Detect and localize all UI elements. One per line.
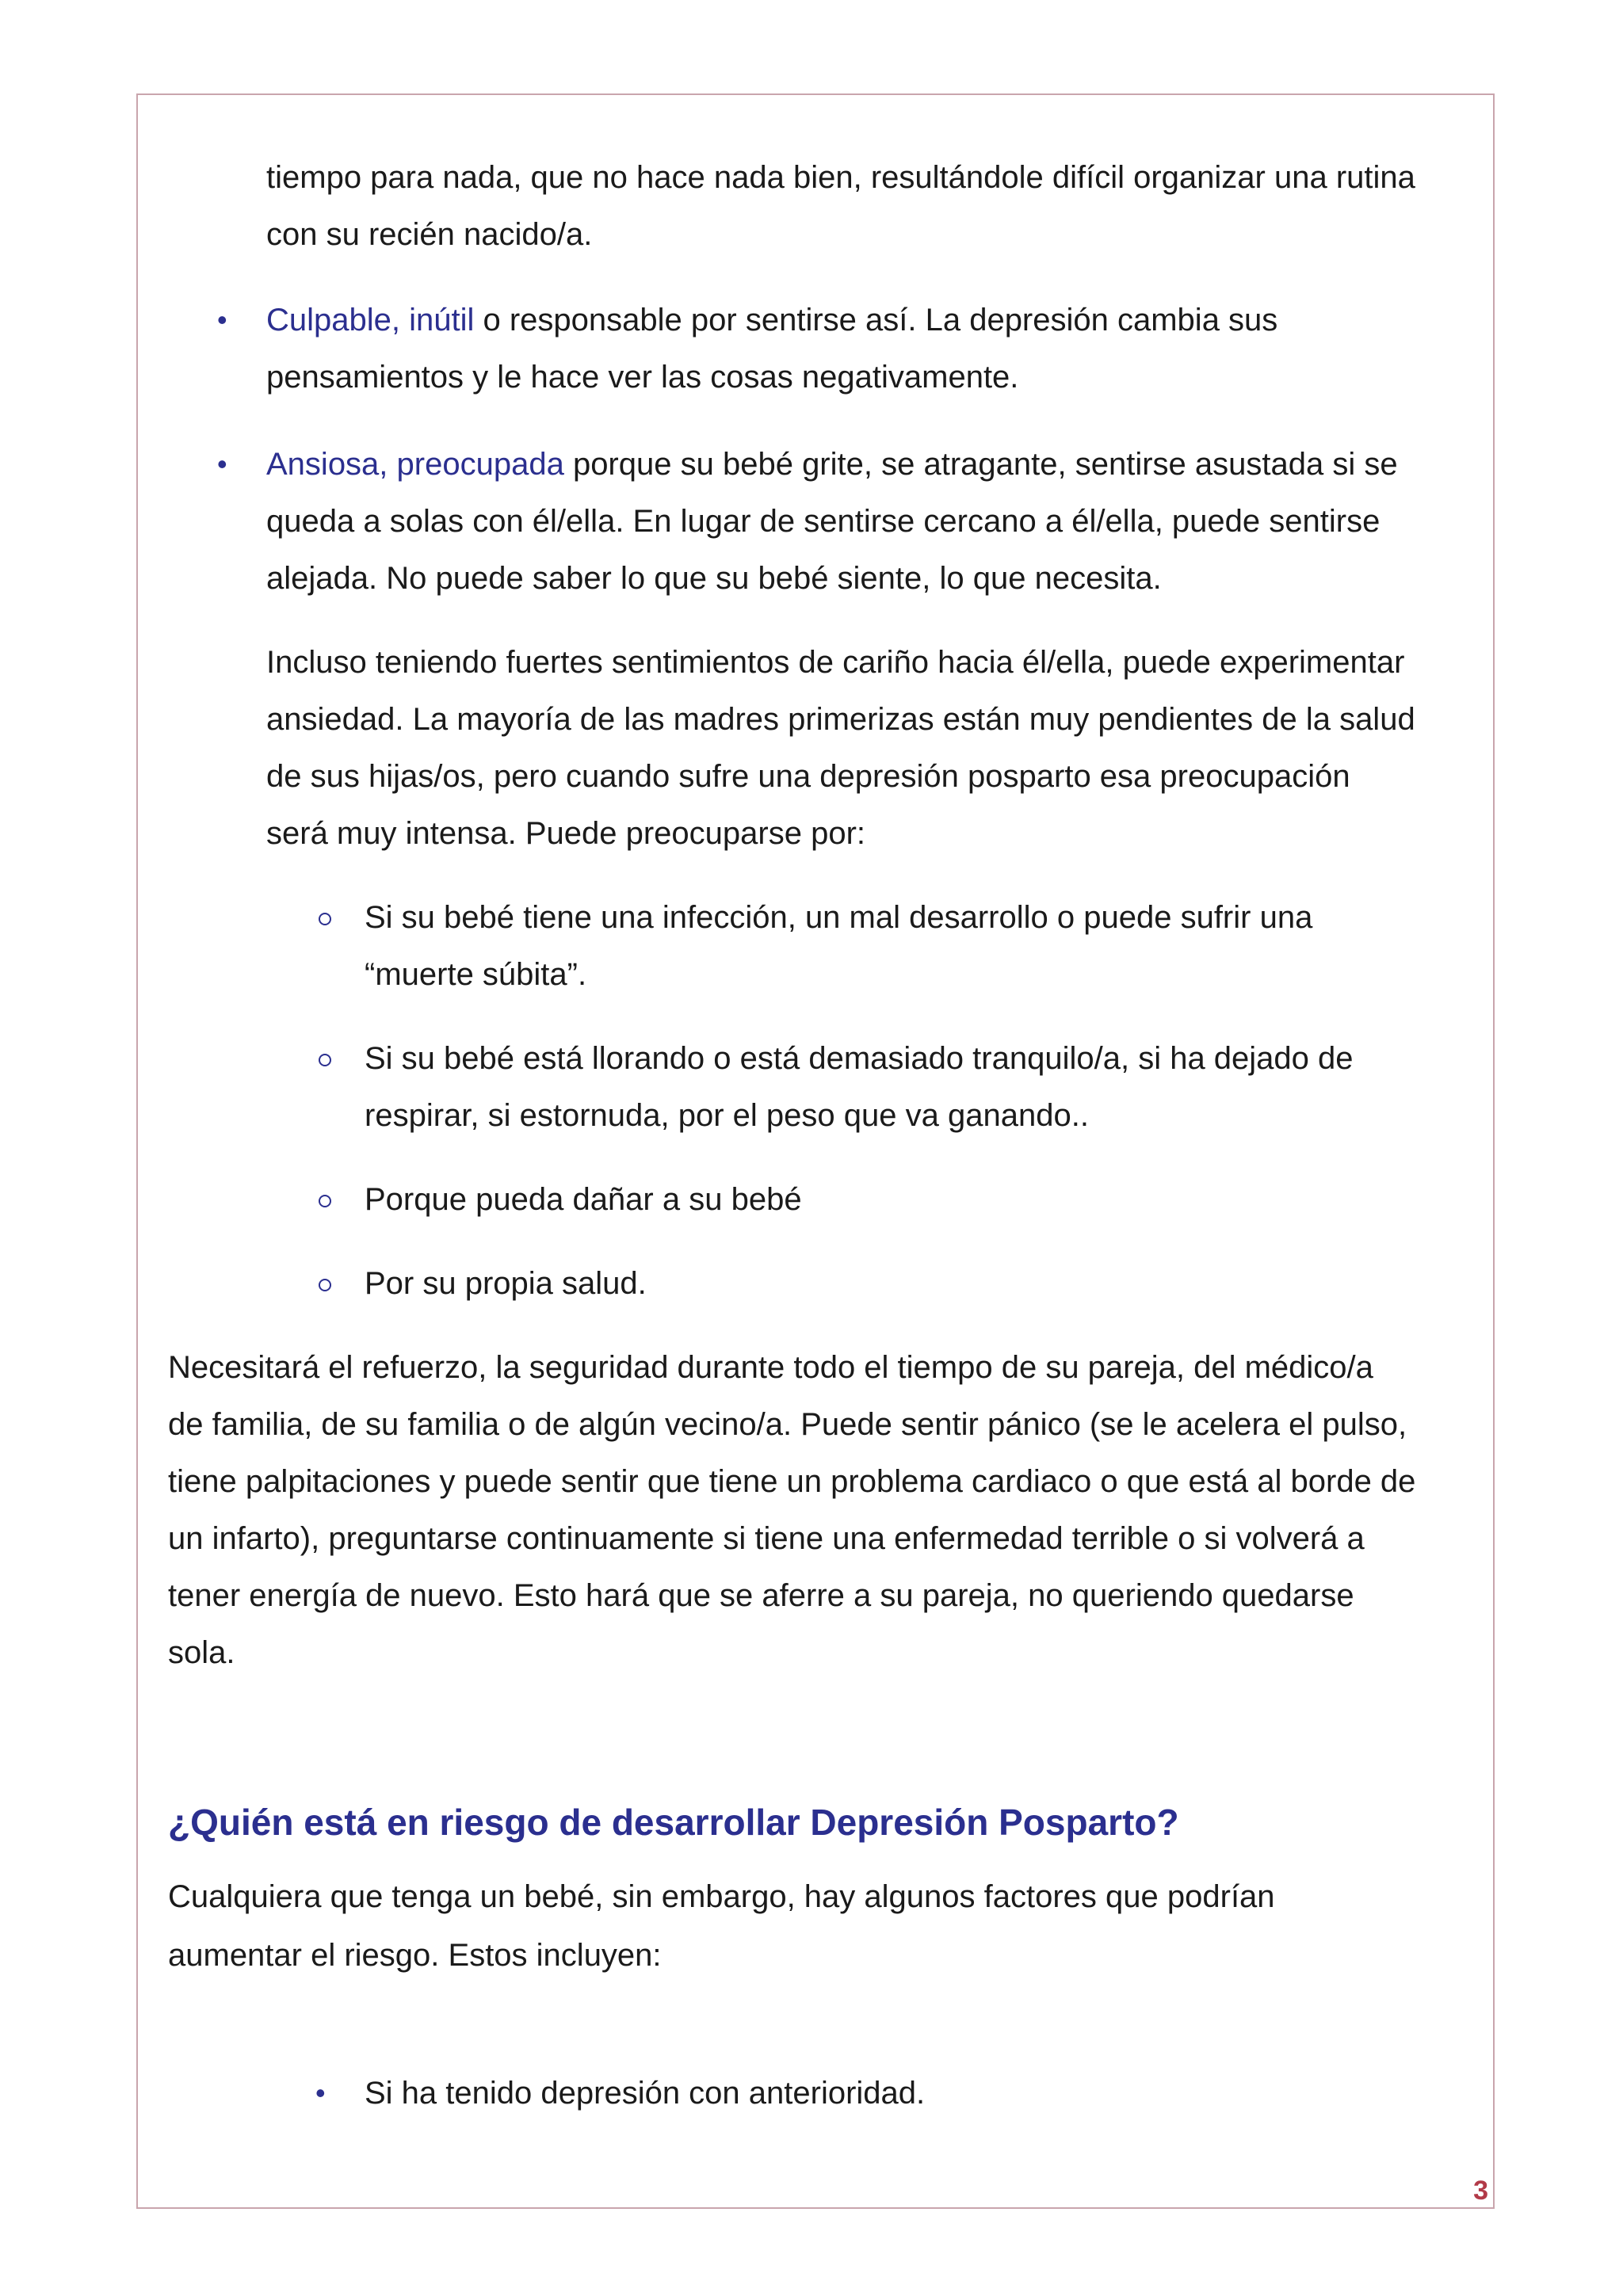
circle-bullet-icon (319, 1195, 331, 1207)
risk-item: Si ha tenido depresión con anterioridad. (365, 2076, 926, 2111)
text-line: pensamientos y le hace ver las cosas negativamente. (266, 360, 1019, 395)
paragraph-line: sola. (168, 1635, 235, 1670)
text-line: tiempo para nada, que no hace nada bien, resultándole difícil organizar una rutina (266, 160, 1415, 195)
bullet-text: o responsable por sentirse así. La depresión cambia sus (474, 303, 1278, 338)
emphasis-text: Culpable, inútil (266, 303, 475, 338)
sub-item-continuation: “muerte súbita”. (365, 957, 587, 992)
paragraph-line: tener energía de nuevo. Esto hará que se aferre a su pareja, no queriendo quedarse (168, 1578, 1354, 1613)
bullet-text: porque su bebé grite, se atragante, sentirse asustada si se (563, 447, 1398, 482)
paragraph-line: un infarto), preguntarse continuamente si tiene una enfermedad terrible o si volverá a (168, 1521, 1365, 1556)
sub-item: Porque pueda dañar a su bebé (365, 1182, 802, 1217)
text-line: con su recién nacido/a. (266, 217, 593, 252)
page-number: 3 (1473, 2176, 1488, 2206)
sub-item: Si su bebé está llorando o está demasiado tranquilo/a, si ha dejado de (365, 1041, 1354, 1076)
bullet-icon: • (315, 2077, 326, 2109)
circle-bullet-icon (319, 913, 331, 925)
sub-item: Por su propia salud. (365, 1266, 647, 1301)
sub-item-continuation: respirar, si estornuda, por el peso que va ganando.. (365, 1098, 1089, 1133)
bullet-item (266, 301, 1277, 339)
sub-item: Si su bebé tiene una infección, un mal desarrollo o puede sufrir una (365, 900, 1313, 935)
paragraph-line: Necesitará el refuerzo, la seguridad durante todo el tiempo de su pareja, del médico/a (168, 1350, 1373, 1385)
paragraph-line: tiene palpitaciones y puede sentir que tiene un problema cardiaco o que está al borde de (168, 1464, 1416, 1499)
bullet-item (266, 445, 1398, 483)
bullet-icon: • (217, 448, 227, 480)
paragraph-line: será muy intensa. Puede preocuparse por: (266, 816, 865, 851)
section-heading: ¿Quién está en riesgo de desarrollar Depresión Posparto? (168, 1802, 1179, 1843)
text-line: queda a solas con él/ella. En lugar de sentirse cercano a él/ella, puede sentirse (266, 504, 1381, 539)
text-line: alejada. No puede saber lo que su bebé siente, lo que necesita. (266, 561, 1162, 596)
paragraph-line: de sus hijas/os, pero cuando sufre una depresión posparto esa preocupación (266, 759, 1350, 794)
paragraph-line: Cualquiera que tenga un bebé, sin embargo, hay algunos factores que podrían (168, 1879, 1275, 1914)
paragraph-line: ansiedad. La mayoría de las madres primerizas están muy pendientes de la salud (266, 702, 1415, 737)
circle-bullet-icon (319, 1054, 331, 1066)
paragraph-line: Incluso teniendo fuertes sentimientos de cariño hacia él/ella, puede experimentar (266, 645, 1405, 680)
paragraph-line: de familia, de su familia o de algún vecino/a. Puede sentir pánico (se le acelera el pulso, (168, 1407, 1407, 1442)
bullet-icon: • (217, 303, 227, 336)
emphasis-text: Ansiosa, preocupada (266, 447, 564, 482)
circle-bullet-icon (319, 1279, 331, 1291)
paragraph-line: aumentar el riesgo. Estos incluyen: (168, 1938, 662, 1973)
